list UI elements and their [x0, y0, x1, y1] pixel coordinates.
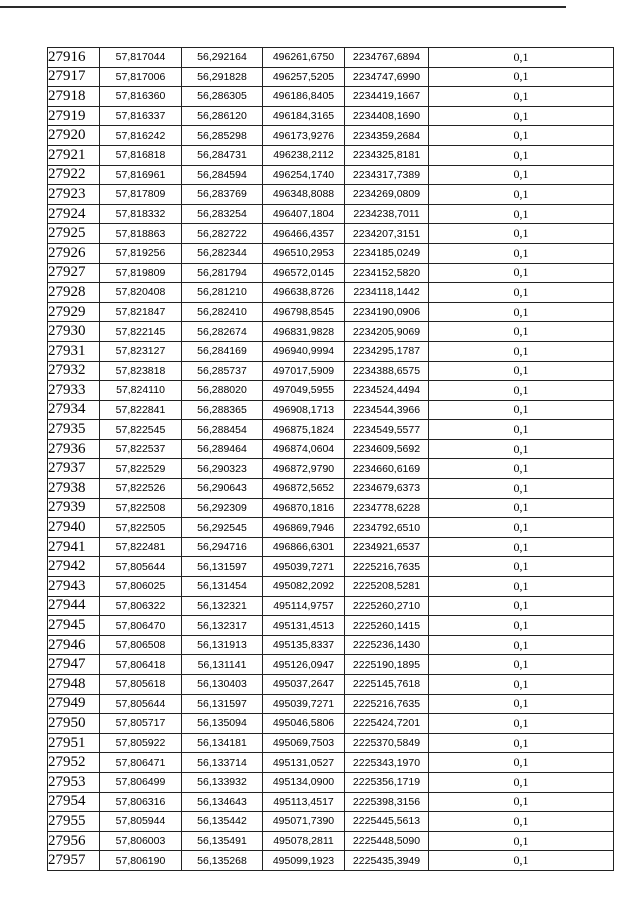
- x-coordinate-cell: 495131,0527: [263, 753, 345, 773]
- y-coordinate-cell: 2234747,6990: [345, 67, 429, 87]
- latitude-cell: 57,822508: [100, 498, 182, 518]
- longitude-cell: 56,135094: [182, 714, 263, 734]
- latitude-cell: 57,817809: [100, 185, 182, 205]
- longitude-cell: 56,290323: [182, 459, 263, 479]
- point-number-cell: 27956: [48, 831, 100, 851]
- table-row: [48, 772, 614, 792]
- latitude-cell: 57,816242: [100, 126, 182, 146]
- y-coordinate-cell: 2225145,7618: [345, 675, 429, 695]
- longitude-cell: 56,288365: [182, 400, 263, 420]
- longitude-cell: 56,283254: [182, 204, 263, 224]
- x-coordinate-cell: 496238,2112: [263, 145, 345, 165]
- table-row: [48, 204, 614, 224]
- latitude-cell: 57,821847: [100, 302, 182, 322]
- accuracy-cell: 0,1: [429, 87, 614, 107]
- longitude-cell: 56,135442: [182, 812, 263, 832]
- latitude-cell: 57,822505: [100, 518, 182, 538]
- longitude-cell: 56,291828: [182, 67, 263, 87]
- longitude-cell: 56,292309: [182, 498, 263, 518]
- x-coordinate-cell: 496184,3165: [263, 106, 345, 126]
- latitude-cell: 57,822145: [100, 322, 182, 342]
- point-number-cell: 27922: [48, 165, 100, 185]
- point-number-cell: 27930: [48, 322, 100, 342]
- point-number-cell: 27923: [48, 185, 100, 205]
- table-row: [48, 67, 614, 87]
- x-coordinate-cell: 495078,2811: [263, 831, 345, 851]
- latitude-cell: 57,805922: [100, 733, 182, 753]
- x-coordinate-cell: 495039,7271: [263, 694, 345, 714]
- table-row: [48, 48, 614, 68]
- point-number-cell: 27938: [48, 479, 100, 499]
- y-coordinate-cell: 2234660,6169: [345, 459, 429, 479]
- x-coordinate-cell: 495099,1923: [263, 851, 345, 871]
- point-number-cell: 27937: [48, 459, 100, 479]
- point-number-cell: 27929: [48, 302, 100, 322]
- latitude-cell: 57,823818: [100, 361, 182, 381]
- table-row: [48, 420, 614, 440]
- accuracy-cell: 0,1: [429, 635, 614, 655]
- longitude-cell: 56,286305: [182, 87, 263, 107]
- point-number-cell: 27939: [48, 498, 100, 518]
- x-coordinate-cell: 496638,8726: [263, 283, 345, 303]
- table-row: [48, 753, 614, 773]
- point-number-cell: 27950: [48, 714, 100, 734]
- point-number-cell: 27940: [48, 518, 100, 538]
- longitude-cell: 56,131913: [182, 635, 263, 655]
- y-coordinate-cell: 2225190,1895: [345, 655, 429, 675]
- y-coordinate-cell: 2225448,5090: [345, 831, 429, 851]
- y-coordinate-cell: 2225260,2710: [345, 596, 429, 616]
- longitude-cell: 56,284594: [182, 165, 263, 185]
- table-row: [48, 557, 614, 577]
- table-row: [48, 400, 614, 420]
- accuracy-cell: 0,1: [429, 753, 614, 773]
- accuracy-cell: 0,1: [429, 67, 614, 87]
- y-coordinate-cell: 2225236,1430: [345, 635, 429, 655]
- latitude-cell: 57,805644: [100, 557, 182, 577]
- accuracy-cell: 0,1: [429, 459, 614, 479]
- latitude-cell: 57,805618: [100, 675, 182, 695]
- point-number-cell: 27945: [48, 616, 100, 636]
- y-coordinate-cell: 2234419,1667: [345, 87, 429, 107]
- accuracy-cell: 0,1: [429, 577, 614, 597]
- y-coordinate-cell: 2234190,0906: [345, 302, 429, 322]
- y-coordinate-cell: 2234544,3966: [345, 400, 429, 420]
- y-coordinate-cell: 2225435,3949: [345, 851, 429, 871]
- table-row: [48, 145, 614, 165]
- table-row: [48, 851, 614, 871]
- table-row: [48, 302, 614, 322]
- latitude-cell: 57,819256: [100, 243, 182, 263]
- x-coordinate-cell: 496869,7946: [263, 518, 345, 538]
- point-number-cell: 27957: [48, 851, 100, 871]
- accuracy-cell: 0,1: [429, 381, 614, 401]
- x-coordinate-cell: 496831,9828: [263, 322, 345, 342]
- table-row: [48, 577, 614, 597]
- x-coordinate-cell: 496466,4357: [263, 224, 345, 244]
- longitude-cell: 56,130403: [182, 675, 263, 695]
- table-row: [48, 263, 614, 283]
- accuracy-cell: 0,1: [429, 361, 614, 381]
- x-coordinate-cell: 496257,5205: [263, 67, 345, 87]
- longitude-cell: 56,131454: [182, 577, 263, 597]
- latitude-cell: 57,805717: [100, 714, 182, 734]
- latitude-cell: 57,806190: [100, 851, 182, 871]
- longitude-cell: 56,283769: [182, 185, 263, 205]
- latitude-cell: 57,806316: [100, 792, 182, 812]
- longitude-cell: 56,286120: [182, 106, 263, 126]
- accuracy-cell: 0,1: [429, 420, 614, 440]
- point-number-cell: 27917: [48, 67, 100, 87]
- point-number-cell: 27952: [48, 753, 100, 773]
- point-number-cell: 27954: [48, 792, 100, 812]
- accuracy-cell: 0,1: [429, 283, 614, 303]
- point-number-cell: 27953: [48, 772, 100, 792]
- y-coordinate-cell: 2234118,1442: [345, 283, 429, 303]
- table-row: [48, 812, 614, 832]
- longitude-cell: 56,282722: [182, 224, 263, 244]
- latitude-cell: 57,806508: [100, 635, 182, 655]
- table-row: [48, 831, 614, 851]
- accuracy-cell: 0,1: [429, 224, 614, 244]
- table-row: [48, 733, 614, 753]
- x-coordinate-cell: 495046,5806: [263, 714, 345, 734]
- latitude-cell: 57,819809: [100, 263, 182, 283]
- y-coordinate-cell: 2234295,1787: [345, 341, 429, 361]
- x-coordinate-cell: 496348,8088: [263, 185, 345, 205]
- point-number-cell: 27916: [48, 48, 100, 68]
- accuracy-cell: 0,1: [429, 498, 614, 518]
- latitude-cell: 57,824110: [100, 381, 182, 401]
- point-number-cell: 27941: [48, 537, 100, 557]
- accuracy-cell: 0,1: [429, 596, 614, 616]
- point-number-cell: 27935: [48, 420, 100, 440]
- latitude-cell: 57,823127: [100, 341, 182, 361]
- y-coordinate-cell: 2234205,9069: [345, 322, 429, 342]
- y-coordinate-cell: 2225356,1719: [345, 772, 429, 792]
- x-coordinate-cell: 496874,0604: [263, 439, 345, 459]
- latitude-cell: 57,806471: [100, 753, 182, 773]
- point-number-cell: 27942: [48, 557, 100, 577]
- y-coordinate-cell: 2234325,8181: [345, 145, 429, 165]
- point-number-cell: 27947: [48, 655, 100, 675]
- longitude-cell: 56,292164: [182, 48, 263, 68]
- x-coordinate-cell: 496510,2953: [263, 243, 345, 263]
- y-coordinate-cell: 2225398,3156: [345, 792, 429, 812]
- accuracy-cell: 0,1: [429, 322, 614, 342]
- x-coordinate-cell: 496870,1816: [263, 498, 345, 518]
- accuracy-cell: 0,1: [429, 851, 614, 871]
- x-coordinate-cell: 496261,6750: [263, 48, 345, 68]
- table-row: [48, 479, 614, 499]
- longitude-cell: 56,133714: [182, 753, 263, 773]
- x-coordinate-cell: 496254,1740: [263, 165, 345, 185]
- table-row: [48, 518, 614, 538]
- table-row: [48, 439, 614, 459]
- accuracy-cell: 0,1: [429, 772, 614, 792]
- x-coordinate-cell: 497017,5909: [263, 361, 345, 381]
- longitude-cell: 56,285298: [182, 126, 263, 146]
- longitude-cell: 56,131597: [182, 694, 263, 714]
- longitude-cell: 56,284731: [182, 145, 263, 165]
- accuracy-cell: 0,1: [429, 694, 614, 714]
- longitude-cell: 56,292545: [182, 518, 263, 538]
- y-coordinate-cell: 2234317,7389: [345, 165, 429, 185]
- point-number-cell: 27928: [48, 283, 100, 303]
- coordinates-table: [47, 47, 614, 871]
- accuracy-cell: 0,1: [429, 616, 614, 636]
- x-coordinate-cell: 495039,7271: [263, 557, 345, 577]
- accuracy-cell: 0,1: [429, 185, 614, 205]
- y-coordinate-cell: 2234185,0249: [345, 243, 429, 263]
- longitude-cell: 56,135491: [182, 831, 263, 851]
- x-coordinate-cell: 495082,2092: [263, 577, 345, 597]
- point-number-cell: 27924: [48, 204, 100, 224]
- longitude-cell: 56,132317: [182, 616, 263, 636]
- longitude-cell: 56,133932: [182, 772, 263, 792]
- point-number-cell: 27921: [48, 145, 100, 165]
- x-coordinate-cell: 496940,9994: [263, 341, 345, 361]
- accuracy-cell: 0,1: [429, 243, 614, 263]
- longitude-cell: 56,282344: [182, 243, 263, 263]
- table-row: [48, 596, 614, 616]
- y-coordinate-cell: 2225445,5613: [345, 812, 429, 832]
- y-coordinate-cell: 2234792,6510: [345, 518, 429, 538]
- longitude-cell: 56,281794: [182, 263, 263, 283]
- longitude-cell: 56,288020: [182, 381, 263, 401]
- x-coordinate-cell: 497049,5955: [263, 381, 345, 401]
- accuracy-cell: 0,1: [429, 792, 614, 812]
- point-number-cell: 27943: [48, 577, 100, 597]
- point-number-cell: 27955: [48, 812, 100, 832]
- longitude-cell: 56,131597: [182, 557, 263, 577]
- accuracy-cell: 0,1: [429, 165, 614, 185]
- x-coordinate-cell: 495114,9757: [263, 596, 345, 616]
- longitude-cell: 56,135268: [182, 851, 263, 871]
- x-coordinate-cell: 495113,4517: [263, 792, 345, 812]
- latitude-cell: 57,820408: [100, 283, 182, 303]
- table-row: [48, 459, 614, 479]
- table-row: [48, 322, 614, 342]
- latitude-cell: 57,822537: [100, 439, 182, 459]
- table-row: [48, 655, 614, 675]
- table-row: [48, 87, 614, 107]
- x-coordinate-cell: 496173,9276: [263, 126, 345, 146]
- latitude-cell: 57,822481: [100, 537, 182, 557]
- y-coordinate-cell: 2234269,0809: [345, 185, 429, 205]
- y-coordinate-cell: 2234207,3151: [345, 224, 429, 244]
- y-coordinate-cell: 2234778,6228: [345, 498, 429, 518]
- accuracy-cell: 0,1: [429, 263, 614, 283]
- latitude-cell: 57,817006: [100, 67, 182, 87]
- accuracy-cell: 0,1: [429, 48, 614, 68]
- x-coordinate-cell: 496407,1804: [263, 204, 345, 224]
- y-coordinate-cell: 2234388,6575: [345, 361, 429, 381]
- table-row: [48, 537, 614, 557]
- latitude-cell: 57,806322: [100, 596, 182, 616]
- x-coordinate-cell: 496572,0145: [263, 263, 345, 283]
- y-coordinate-cell: 2225370,5849: [345, 733, 429, 753]
- latitude-cell: 57,806003: [100, 831, 182, 851]
- longitude-cell: 56,281210: [182, 283, 263, 303]
- y-coordinate-cell: 2225424,7201: [345, 714, 429, 734]
- y-coordinate-cell: 2234549,5577: [345, 420, 429, 440]
- y-coordinate-cell: 2234152,5820: [345, 263, 429, 283]
- latitude-cell: 57,816360: [100, 87, 182, 107]
- y-coordinate-cell: 2234524,4494: [345, 381, 429, 401]
- accuracy-cell: 0,1: [429, 145, 614, 165]
- longitude-cell: 56,282410: [182, 302, 263, 322]
- accuracy-cell: 0,1: [429, 106, 614, 126]
- x-coordinate-cell: 495069,7503: [263, 733, 345, 753]
- latitude-cell: 57,822545: [100, 420, 182, 440]
- table-row: [48, 341, 614, 361]
- accuracy-cell: 0,1: [429, 518, 614, 538]
- y-coordinate-cell: 2234408,1690: [345, 106, 429, 126]
- point-number-cell: 27920: [48, 126, 100, 146]
- longitude-cell: 56,132321: [182, 596, 263, 616]
- longitude-cell: 56,134181: [182, 733, 263, 753]
- table-row: [48, 381, 614, 401]
- point-number-cell: 27944: [48, 596, 100, 616]
- point-number-cell: 27932: [48, 361, 100, 381]
- table-row: [48, 165, 614, 185]
- y-coordinate-cell: 2225208,5281: [345, 577, 429, 597]
- table-row: [48, 675, 614, 695]
- latitude-cell: 57,822526: [100, 479, 182, 499]
- accuracy-cell: 0,1: [429, 733, 614, 753]
- accuracy-cell: 0,1: [429, 831, 614, 851]
- y-coordinate-cell: 2225260,1415: [345, 616, 429, 636]
- point-number-cell: 27949: [48, 694, 100, 714]
- accuracy-cell: 0,1: [429, 714, 614, 734]
- longitude-cell: 56,282674: [182, 322, 263, 342]
- x-coordinate-cell: 496872,5652: [263, 479, 345, 499]
- x-coordinate-cell: 495134,0900: [263, 772, 345, 792]
- accuracy-cell: 0,1: [429, 439, 614, 459]
- longitude-cell: 56,288454: [182, 420, 263, 440]
- point-number-cell: 27925: [48, 224, 100, 244]
- y-coordinate-cell: 2234921,6537: [345, 537, 429, 557]
- table-row: [48, 126, 614, 146]
- y-coordinate-cell: 2234238,7011: [345, 204, 429, 224]
- latitude-cell: 57,816337: [100, 106, 182, 126]
- accuracy-cell: 0,1: [429, 204, 614, 224]
- y-coordinate-cell: 2234767,6894: [345, 48, 429, 68]
- latitude-cell: 57,805944: [100, 812, 182, 832]
- x-coordinate-cell: 496798,8545: [263, 302, 345, 322]
- latitude-cell: 57,805644: [100, 694, 182, 714]
- point-number-cell: 27931: [48, 341, 100, 361]
- point-number-cell: 27936: [48, 439, 100, 459]
- y-coordinate-cell: 2225216,7635: [345, 557, 429, 577]
- longitude-cell: 56,284169: [182, 341, 263, 361]
- point-number-cell: 27946: [48, 635, 100, 655]
- table-row: [48, 361, 614, 381]
- point-number-cell: 27948: [48, 675, 100, 695]
- table-row: [48, 283, 614, 303]
- x-coordinate-cell: 495131,4513: [263, 616, 345, 636]
- table-row: [48, 498, 614, 518]
- table-row: [48, 185, 614, 205]
- x-coordinate-cell: 496908,1713: [263, 400, 345, 420]
- latitude-cell: 57,816961: [100, 165, 182, 185]
- longitude-cell: 56,290643: [182, 479, 263, 499]
- y-coordinate-cell: 2234359,2684: [345, 126, 429, 146]
- accuracy-cell: 0,1: [429, 400, 614, 420]
- x-coordinate-cell: 495037,2647: [263, 675, 345, 695]
- point-number-cell: 27951: [48, 733, 100, 753]
- x-coordinate-cell: 495126,0947: [263, 655, 345, 675]
- x-coordinate-cell: 496872,9790: [263, 459, 345, 479]
- accuracy-cell: 0,1: [429, 126, 614, 146]
- x-coordinate-cell: 496186,8405: [263, 87, 345, 107]
- latitude-cell: 57,818863: [100, 224, 182, 244]
- latitude-cell: 57,806470: [100, 616, 182, 636]
- latitude-cell: 57,817044: [100, 48, 182, 68]
- table-row: [48, 224, 614, 244]
- table-row: [48, 635, 614, 655]
- point-number-cell: 27918: [48, 87, 100, 107]
- x-coordinate-cell: 495135,8337: [263, 635, 345, 655]
- longitude-cell: 56,134643: [182, 792, 263, 812]
- x-coordinate-cell: 496866,6301: [263, 537, 345, 557]
- latitude-cell: 57,822529: [100, 459, 182, 479]
- y-coordinate-cell: 2234679,6373: [345, 479, 429, 499]
- y-coordinate-cell: 2225343,1970: [345, 753, 429, 773]
- coordinates-table-body: [48, 48, 614, 871]
- point-number-cell: 27933: [48, 381, 100, 401]
- latitude-cell: 57,806418: [100, 655, 182, 675]
- accuracy-cell: 0,1: [429, 479, 614, 499]
- x-coordinate-cell: 495071,7390: [263, 812, 345, 832]
- latitude-cell: 57,818332: [100, 204, 182, 224]
- table-row: [48, 714, 614, 734]
- y-coordinate-cell: 2234609,5692: [345, 439, 429, 459]
- document-page: [47, 47, 613, 871]
- longitude-cell: 56,131141: [182, 655, 263, 675]
- point-number-cell: 27926: [48, 243, 100, 263]
- accuracy-cell: 0,1: [429, 655, 614, 675]
- accuracy-cell: 0,1: [429, 302, 614, 322]
- latitude-cell: 57,806499: [100, 772, 182, 792]
- accuracy-cell: 0,1: [429, 557, 614, 577]
- point-number-cell: 27934: [48, 400, 100, 420]
- table-row: [48, 694, 614, 714]
- y-coordinate-cell: 2225216,7635: [345, 694, 429, 714]
- accuracy-cell: 0,1: [429, 341, 614, 361]
- table-row: [48, 243, 614, 263]
- point-number-cell: 27927: [48, 263, 100, 283]
- accuracy-cell: 0,1: [429, 812, 614, 832]
- x-coordinate-cell: 496875,1824: [263, 420, 345, 440]
- latitude-cell: 57,816818: [100, 145, 182, 165]
- latitude-cell: 57,806025: [100, 577, 182, 597]
- point-number-cell: 27919: [48, 106, 100, 126]
- longitude-cell: 56,285737: [182, 361, 263, 381]
- table-row: [48, 106, 614, 126]
- longitude-cell: 56,294716: [182, 537, 263, 557]
- page-top-rule: [0, 6, 566, 8]
- accuracy-cell: 0,1: [429, 537, 614, 557]
- longitude-cell: 56,289464: [182, 439, 263, 459]
- table-row: [48, 616, 614, 636]
- accuracy-cell: 0,1: [429, 675, 614, 695]
- latitude-cell: 57,822841: [100, 400, 182, 420]
- table-row: [48, 792, 614, 812]
